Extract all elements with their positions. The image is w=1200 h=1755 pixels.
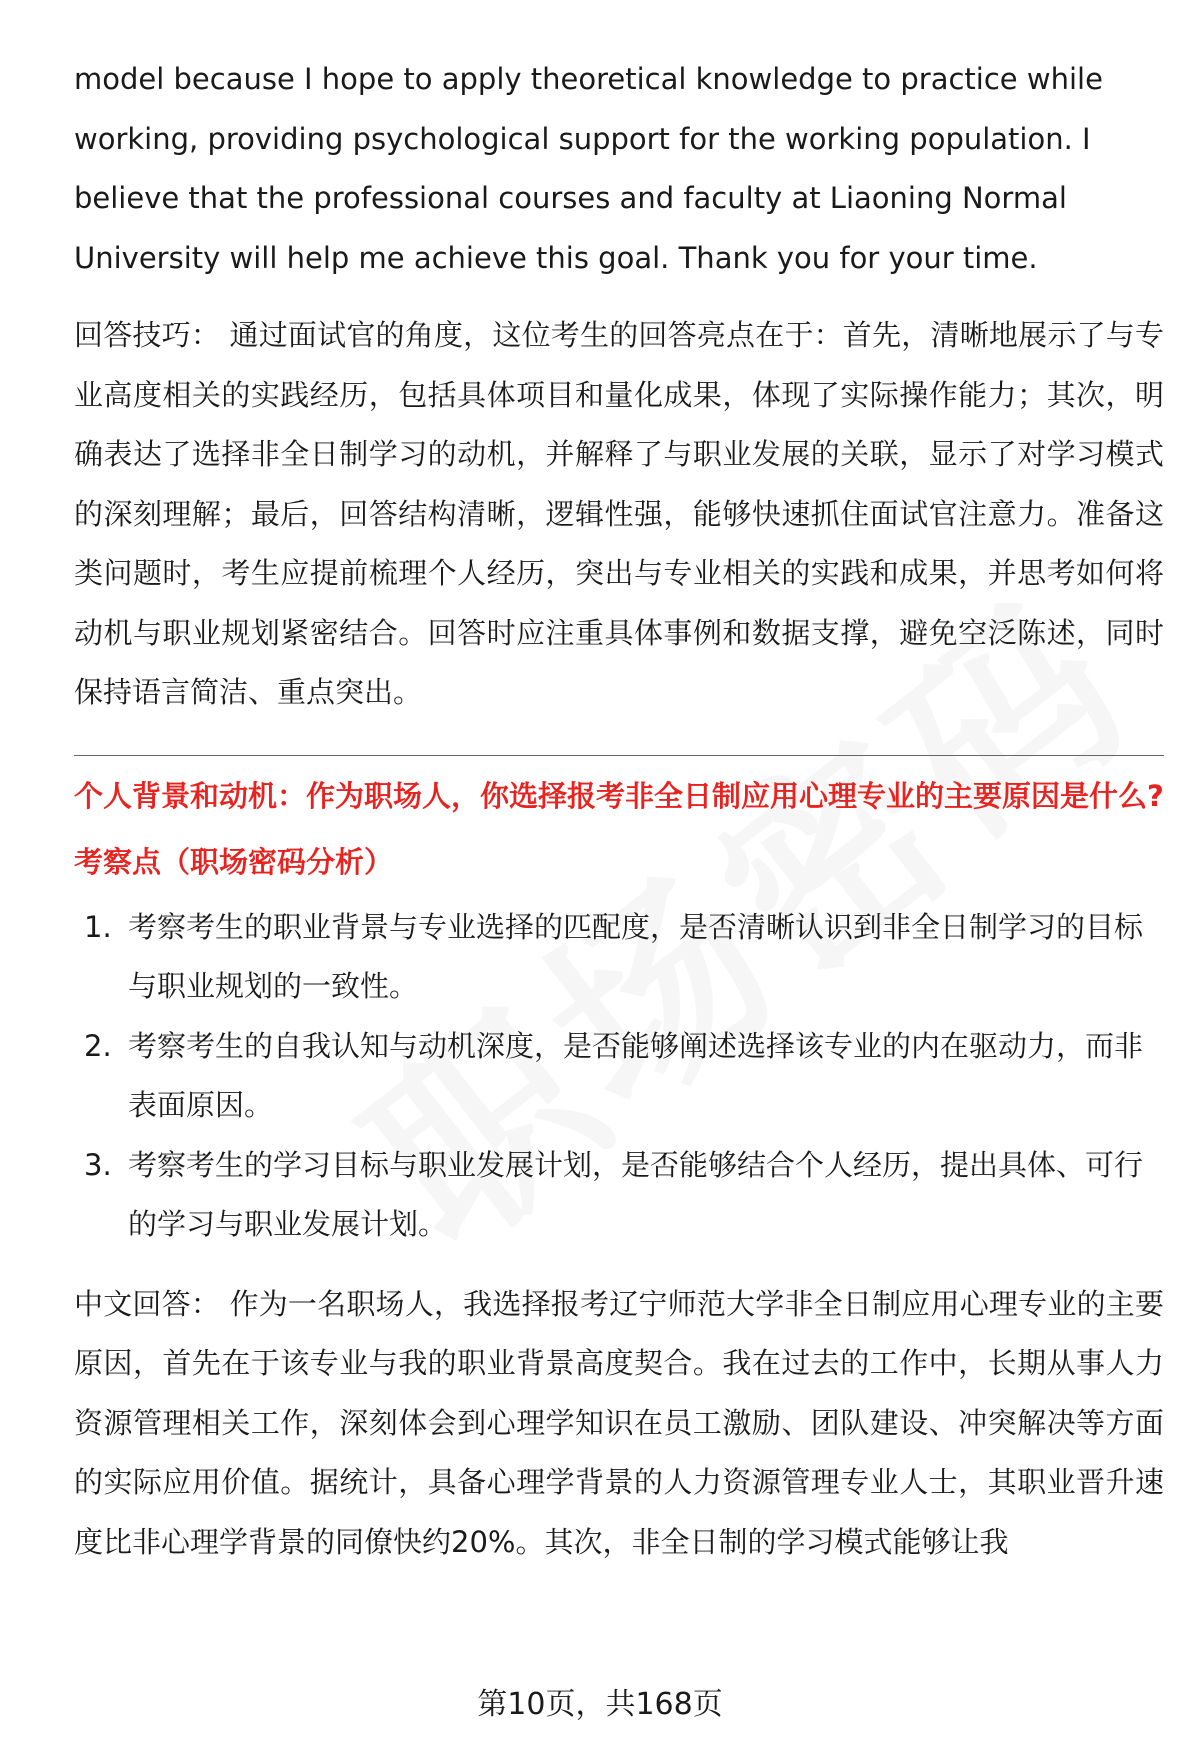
- list-item-text: 考察考生的自我认知与动机深度，是否能够阐述选择该专业的内在驱动力，而非表面原因。: [128, 1028, 1144, 1122]
- list-item: [74, 1136, 1164, 1255]
- list-item-number: 1.: [84, 909, 112, 944]
- list-item: [74, 1017, 1164, 1136]
- page-content: [74, 50, 1164, 1572]
- answer-tips-paragraph: 回答技巧： 通过面试官的角度，这位考生的回答亮点在于：首先，清晰地展示了与专业高度相关的实践经历，包括具体项目和量化成果，体现了实际操作能力；其次，明确表达了选择非全日制学习的动机，并解释了与职业发展的关联，显示了对学习模式的深刻理解；最后，回答结构清晰，逻辑性强，能够快速抓住面试官注意力。准备这类问题时，考生应提前梳理个人经历，突出与专业相关的实践和成果，并思考如何将动机与职业规划紧密结合。回答时应注重具体事例和数据支撑，避免空泛陈述，同时保持语言简洁、重点突出。: [74, 318, 1164, 709]
- list-item-number: 2.: [84, 1028, 112, 1063]
- section-divider: [74, 755, 1164, 756]
- list-item-text: 考察考生的学习目标与职业发展计划，是否能够结合个人经历，提出具体、可行的学习与职业发展计划。: [128, 1147, 1144, 1241]
- analysis-heading: 考察点（职场密码分析）: [74, 844, 394, 879]
- list-item-number: 3.: [84, 1147, 112, 1182]
- chinese-answer-paragraph: 中文回答： 作为一名职场人，我选择报考辽宁师范大学非全日制应用心理专业的主要原因，首先在于该专业与我的职业背景高度契合。我在过去的工作中，长期从事人力资源管理相关工作，深刻体会到心理学知识在员工激励、团队建设、冲突解决等方面的实际应用价值。据统计，具备心理学背景的人力资源管理专业人士，其职业晋升速度比非心理学背景的同僚快约20%。其次，非全日制的学习模式能够让我: [74, 1286, 1164, 1559]
- english-answer-paragraph: model because I hope to apply theoretical knowledge to practice while working, providing psychological support for the working population. I believe that the professional courses and faculty at Liaoning Normal University will help me achieve this goal. Thank you for your time.: [74, 62, 1103, 275]
- list-item-text: 考察考生的职业背景与专业选择的匹配度，是否清晰认识到非全日制学习的目标与职业规划的一致性。: [128, 909, 1144, 1003]
- page-number-footer: 第10页，共168页: [477, 1687, 723, 1722]
- question-heading: 个人背景和动机：作为职场人，你选择报考非全日制应用心理专业的主要原因是什么?: [74, 778, 1164, 813]
- list-item: [74, 898, 1164, 1017]
- analysis-points-list: [74, 898, 1164, 1255]
